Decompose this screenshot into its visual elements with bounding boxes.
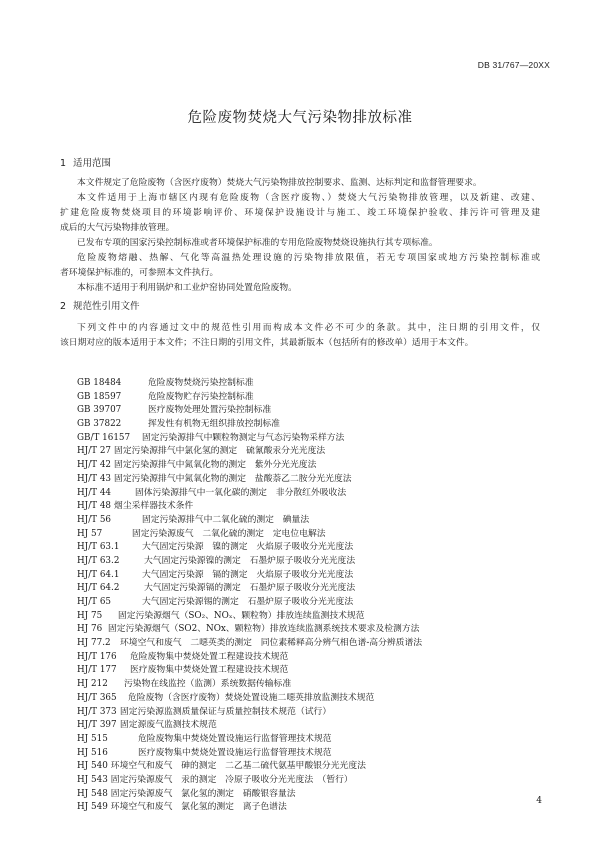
page-title: 危险废物焚烧大气污染物排放标准: [187, 110, 413, 126]
paragraph-line: 成后的大气污染物排放管理。: [60, 223, 175, 233]
reference-code: HJ/T 63.1: [77, 542, 120, 553]
reference-item: [77, 623, 547, 637]
reference-title: 烟尘采样器技术条件: [114, 501, 194, 512]
reference-title: 固定污染源监测质量保证与质量控制技术规范（试行）: [120, 706, 332, 717]
reference-item: [77, 500, 547, 514]
reference-title: 医疗废物处理处置污染控制标准: [148, 405, 272, 416]
reference-code: HJ/T 42: [77, 460, 112, 471]
reference-title: 固定污染源排气中氯化氢的测定 硫氰酸汞分光光度法: [114, 446, 326, 457]
reference-title: 固体污染源排气中一氧化碳的测定 非分散红外吸收法: [135, 487, 347, 498]
reference-item: [77, 692, 547, 706]
reference-title: 危险废物集中焚烧处置设施运行监督管理技术规范: [138, 733, 332, 744]
reference-item: [77, 747, 547, 761]
reference-code: HJ/T 365: [77, 692, 117, 703]
reference-code: HJ/T 63.2: [77, 555, 120, 566]
paragraph-line: 已发布专项的国家污染控制标准或者环境保护标准的专用危险废物焚烧设施执行其专项标准。: [77, 238, 438, 248]
document-number: DB 31/767—20XX: [477, 60, 550, 70]
reference-title: 固定污染源烟气（SO2、NOx、颗粒物）排放连续监测系统技术要求及检测方法: [108, 624, 420, 635]
reference-item: [77, 528, 547, 542]
reference-code: HJ/T 27: [77, 446, 112, 457]
reference-title: 环境空气和废气 砷的测定 二乙基二硫代氨基甲酸银分光光度法: [110, 761, 366, 772]
reference-title: 危险废物集中焚烧处置工程建设技术规范: [130, 651, 289, 662]
section-1-body: [60, 176, 540, 296]
reference-item: [77, 706, 547, 720]
reference-title: 大气固定污染源镉的测定 石墨炉原子吸收分光光度法: [144, 583, 356, 594]
reference-code: GB 18597: [77, 391, 122, 402]
reference-item: [77, 582, 547, 596]
reference-code: HJ/T 64.2: [77, 583, 120, 594]
reference-code: GB 18484: [77, 378, 122, 388]
reference-list: [77, 377, 547, 815]
reference-item: [77, 774, 547, 788]
section-2-number: 2: [60, 301, 67, 312]
reference-code: HJ 515: [77, 733, 108, 744]
section-2-intro: [60, 321, 540, 351]
reference-title: 大气固定污染源 镉的测定 火焰原子吸收分光光度法: [142, 569, 354, 580]
reference-code: HJ 516: [77, 747, 108, 758]
reference-item: [77, 445, 547, 459]
reference-code: HJ 543: [77, 774, 108, 785]
reference-title: 固定污染源排气中颗粒物测定与气态污染物采样方法: [142, 432, 345, 443]
reference-item: [77, 733, 547, 747]
reference-item: [77, 555, 547, 569]
reference-item: [77, 404, 547, 418]
reference-item: [77, 459, 547, 473]
section-1-heading: [60, 155, 111, 169]
reference-code: HJ 549: [77, 802, 108, 813]
reference-item: [77, 473, 547, 487]
reference-title: 固定污染源排气中氮氧化物的测定 盐酸萘乙二胺分光光度法: [114, 473, 352, 484]
reference-item: [77, 432, 547, 446]
reference-title: 环境空气和废气 二噁英类的测定 同位素稀释高分辨气相色谱-高分辨质谱法: [120, 638, 423, 649]
paragraph-line: 下列文件中的内容通过文中的规范性引用而构成本文件必不可少的条款。其中，注日期的引用文件，仅: [77, 323, 540, 333]
reference-title: 污染物在线监控（监测）系统数据传输标准: [124, 679, 292, 690]
paragraph-line: 本文件适用于上海市辖区内现有危险废物（含医疗废物、）焚烧大气污染物排放管理，以及新建、改建、: [77, 193, 540, 203]
reference-item: [77, 391, 547, 405]
reference-item: [77, 596, 547, 610]
reference-title: 危险废物贮存污染控制标准: [148, 391, 254, 402]
reference-code: HJ/T 48: [77, 501, 112, 512]
reference-item: [77, 760, 547, 774]
paragraph-line: 本标准不适用于利用锅炉和工业炉窑协同处置危险废物。: [77, 283, 297, 293]
reference-item: [77, 664, 547, 678]
reference-item: [77, 514, 547, 528]
reference-code: HJ 212: [77, 679, 108, 690]
reference-title: 医疗废物集中焚烧处置工程建设技术规范: [130, 665, 289, 676]
paragraph-line: 危险废物熔融、热解、气化等高温热处理设施的污染物排放限值，若无专项国家或地方污染控制标准或: [77, 253, 540, 263]
reference-code: HJ/T 177: [77, 665, 117, 676]
reference-item: [77, 801, 547, 815]
reference-title: 固定污染源废气 汞的测定 冷原子吸收分光光度法 （暂行）: [110, 774, 353, 785]
reference-code: HJ/T 373: [77, 706, 117, 717]
paragraph-line: 该日期对应的版本适用于本文件；不注日期的引用文件，其最新版本（包括所有的修改单）适用于本文件。: [60, 338, 474, 348]
reference-item: [77, 377, 547, 391]
reference-title: 医疗废物集中焚烧处置设施运行监督管理技术规范: [138, 747, 332, 758]
reference-title: 危险废物（含医疗废物）焚烧处置设施二噁英排放监测技术规范: [128, 692, 375, 703]
reference-title: 固定源废气监测技术规范: [120, 720, 217, 731]
reference-code: HJ/T 43: [77, 473, 112, 484]
reference-item: [77, 788, 547, 802]
reference-title: 固定污染源排气中氮氧化物的测定 紫外分光光度法: [114, 460, 317, 471]
reference-item: [77, 678, 547, 692]
section-1-number: 1: [60, 158, 67, 169]
paragraph-line: 者环境保护标准的，可参照本文件执行。: [60, 268, 219, 278]
reference-title: 固定污染源废气 二氧化硫的测定 定电位电解法: [132, 528, 326, 539]
reference-code: HJ/T 176: [77, 651, 117, 662]
page-number: 4: [536, 796, 542, 806]
reference-code: HJ 77.2: [77, 638, 111, 649]
reference-title: 固定污染源排气中二氧化硫的测定 碘量法: [142, 514, 310, 525]
reference-code: GB/T 16157: [77, 432, 131, 443]
reference-title: 固定污染源烟气（SO₂、NOₓ、颗粒物）排放连续监测技术规范: [118, 610, 365, 621]
reference-title: 固定污染源废气 氯化氢的测定 硝酸银容量法: [110, 788, 296, 799]
reference-code: GB 37822: [77, 419, 122, 430]
reference-title: 环境空气和废气 氯化氢的测定 离子色谱法: [110, 802, 287, 813]
reference-title: 危险废物焚烧污染控制标准: [148, 378, 254, 388]
reference-code: HJ 540: [77, 761, 108, 772]
reference-code: HJ/T 65: [77, 597, 112, 607]
reference-code: HJ/T 44: [77, 487, 112, 498]
section-1-title: 适用范围: [73, 158, 112, 169]
reference-item: [77, 418, 547, 432]
reference-item: [77, 637, 547, 651]
reference-code: HJ/T 56: [77, 514, 112, 525]
reference-item: [77, 610, 547, 624]
reference-item: [77, 569, 547, 583]
reference-code: HJ 57: [77, 528, 103, 539]
reference-title: 大气固定污染源镍的测定 石墨炉原子吸收分光光度法: [144, 555, 356, 566]
reference-code: HJ 76: [77, 624, 103, 635]
reference-item: [77, 487, 547, 501]
section-2-title: 规范性引用文件: [73, 301, 140, 312]
paragraph-line: 扩建危险废物焚烧项目的环境影响评价、环境保护设施设计与施工、竣工环境保护验收、排污许可管理及建: [60, 208, 540, 218]
reference-code: HJ 75: [77, 610, 103, 621]
reference-title: 大气固定污染源锡的测定 石墨炉原子吸收分光光度法: [142, 597, 354, 607]
reference-title: 大气固定污染源 镍的测定 火焰原子吸收分光光度法: [142, 542, 354, 553]
section-2-heading: [60, 298, 140, 312]
paragraph-line: 本文件规定了危险废物（含医疗废物）焚烧大气污染物排放控制要求、监测、达标判定和监督管理要求。: [77, 178, 482, 188]
reference-code: HJ 548: [77, 788, 108, 799]
reference-item: [77, 541, 547, 555]
reference-code: HJ/T 397: [77, 720, 117, 731]
reference-item: [77, 651, 547, 665]
reference-code: GB 39707: [77, 405, 122, 416]
reference-title: 挥发性有机物无组织排放控制标准: [148, 419, 280, 430]
reference-code: HJ/T 64.1: [77, 569, 120, 580]
reference-item: [77, 719, 547, 733]
